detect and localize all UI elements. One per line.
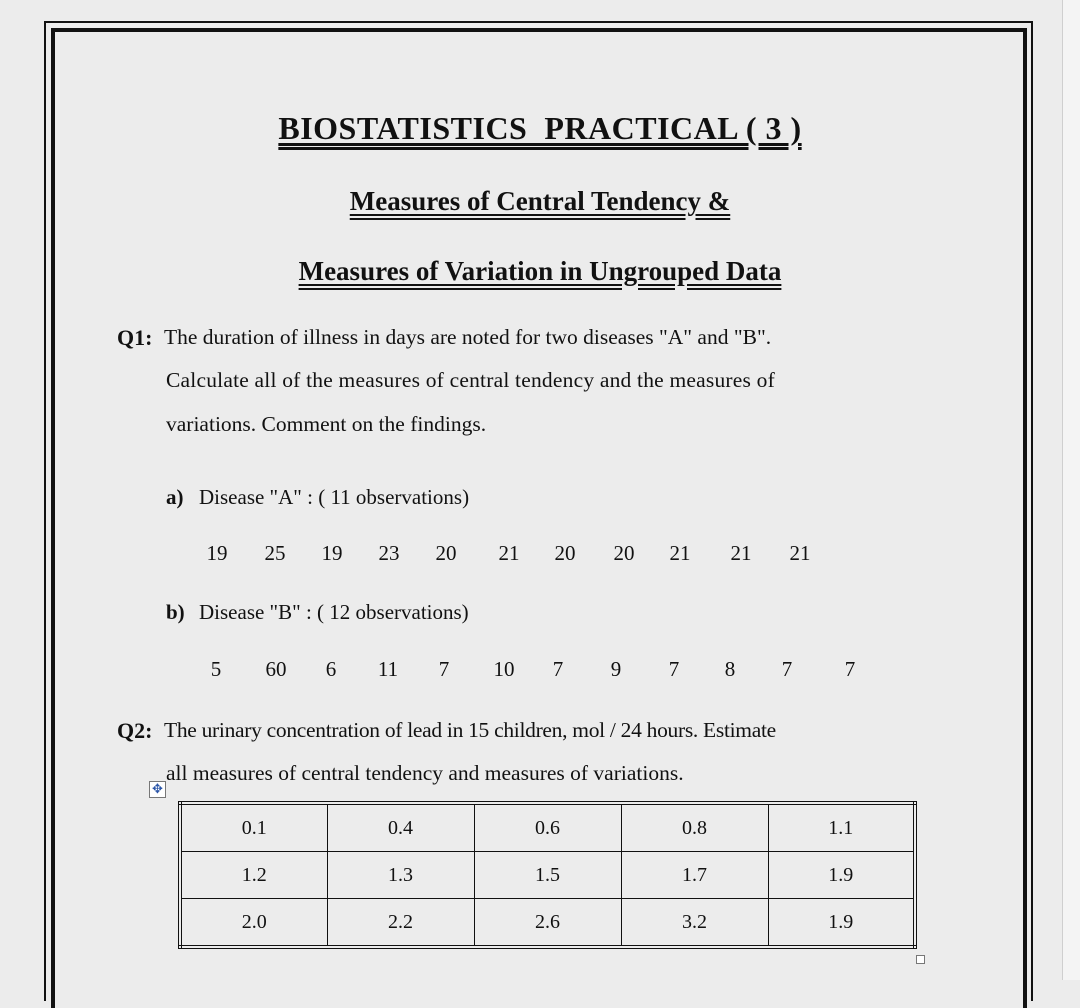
table-cell[interactable]: 2.6 (474, 899, 621, 948)
obs-b-3: 6 (325, 657, 337, 681)
subtitle-variation: Measures of Variation in Ungrouped Data (298, 256, 782, 286)
q1-a-label: a) (166, 485, 184, 509)
table-cell[interactable]: 2.2 (327, 899, 474, 948)
obs-b-5: 7 (438, 657, 450, 681)
obs-b-12: 7 (844, 657, 856, 681)
q1-line-1: The duration of illness in days are noted for two diseases "A" and "B". (164, 325, 772, 349)
q2-label: Q2: (117, 718, 153, 743)
q1-a-text: Disease "A" : ( 11 observations) (199, 485, 470, 509)
table-cell[interactable]: 0.6 (474, 803, 621, 852)
obs-b-4: 11 (377, 657, 399, 681)
table-cell[interactable]: 2.0 (180, 899, 327, 948)
table-cell[interactable]: 0.1 (180, 803, 327, 852)
q1-label: Q1: (117, 325, 153, 350)
obs-b-11: 7 (781, 657, 793, 681)
table-cell[interactable]: 0.4 (327, 803, 474, 852)
obs-a-7: 20 (554, 541, 576, 565)
obs-b-6: 10 (493, 657, 515, 681)
q1-b-text: Disease "B" : ( 12 observations) (199, 600, 469, 624)
table-row (180, 852, 915, 899)
resize-handle-icon[interactable] (916, 955, 925, 964)
table-row (180, 803, 915, 852)
obs-b-9: 7 (668, 657, 680, 681)
obs-a-10: 21 (730, 541, 752, 565)
table-cell[interactable]: 1.3 (327, 852, 474, 899)
table-cell[interactable]: 3.2 (621, 899, 768, 948)
obs-a-1: 19 (206, 541, 228, 565)
obs-a-9: 21 (669, 541, 691, 565)
obs-a-11: 21 (789, 541, 811, 565)
table-cell[interactable]: 1.1 (768, 803, 915, 852)
obs-a-6: 21 (498, 541, 520, 565)
q1-b-label: b) (166, 600, 185, 624)
obs-b-8: 9 (610, 657, 622, 681)
obs-b-2: 60 (265, 657, 287, 681)
obs-a-5: 20 (435, 541, 457, 565)
obs-a-8: 20 (613, 541, 635, 565)
q1-line-3: variations. Comment on the findings. (166, 412, 487, 436)
obs-a-2: 25 (264, 541, 286, 565)
obs-a-4: 23 (378, 541, 400, 565)
obs-b-7: 7 (552, 657, 564, 681)
table-cell[interactable]: 1.2 (180, 852, 327, 899)
move-icon[interactable]: ✥ (149, 781, 166, 798)
obs-b-10: 8 (724, 657, 736, 681)
q2-line-1: The urinary concentration of lead in 15 children, mol / 24 hours. Estimate (164, 718, 776, 742)
obs-b-1: 5 (210, 657, 222, 681)
page-title: BIOSTATISTICS PRACTICAL ( 3 ) (278, 110, 802, 146)
table-cell[interactable]: 1.9 (768, 852, 915, 899)
table-cell[interactable]: 1.9 (768, 899, 915, 948)
table-cell[interactable]: 0.8 (621, 803, 768, 852)
table-cell[interactable]: 1.7 (621, 852, 768, 899)
lead-concentration-table (178, 801, 917, 949)
table-row (180, 899, 915, 948)
table-cell[interactable]: 1.5 (474, 852, 621, 899)
obs-a-3: 19 (321, 541, 343, 565)
q1-line-2: Calculate all of the measures of central tendency and the measures of (166, 368, 775, 392)
scrollbar-edge (1062, 0, 1080, 980)
subtitle-central-tendency: Measures of Central Tendency & (349, 186, 731, 216)
q2-line-2: all measures of central tendency and measures of variations. (166, 761, 684, 785)
